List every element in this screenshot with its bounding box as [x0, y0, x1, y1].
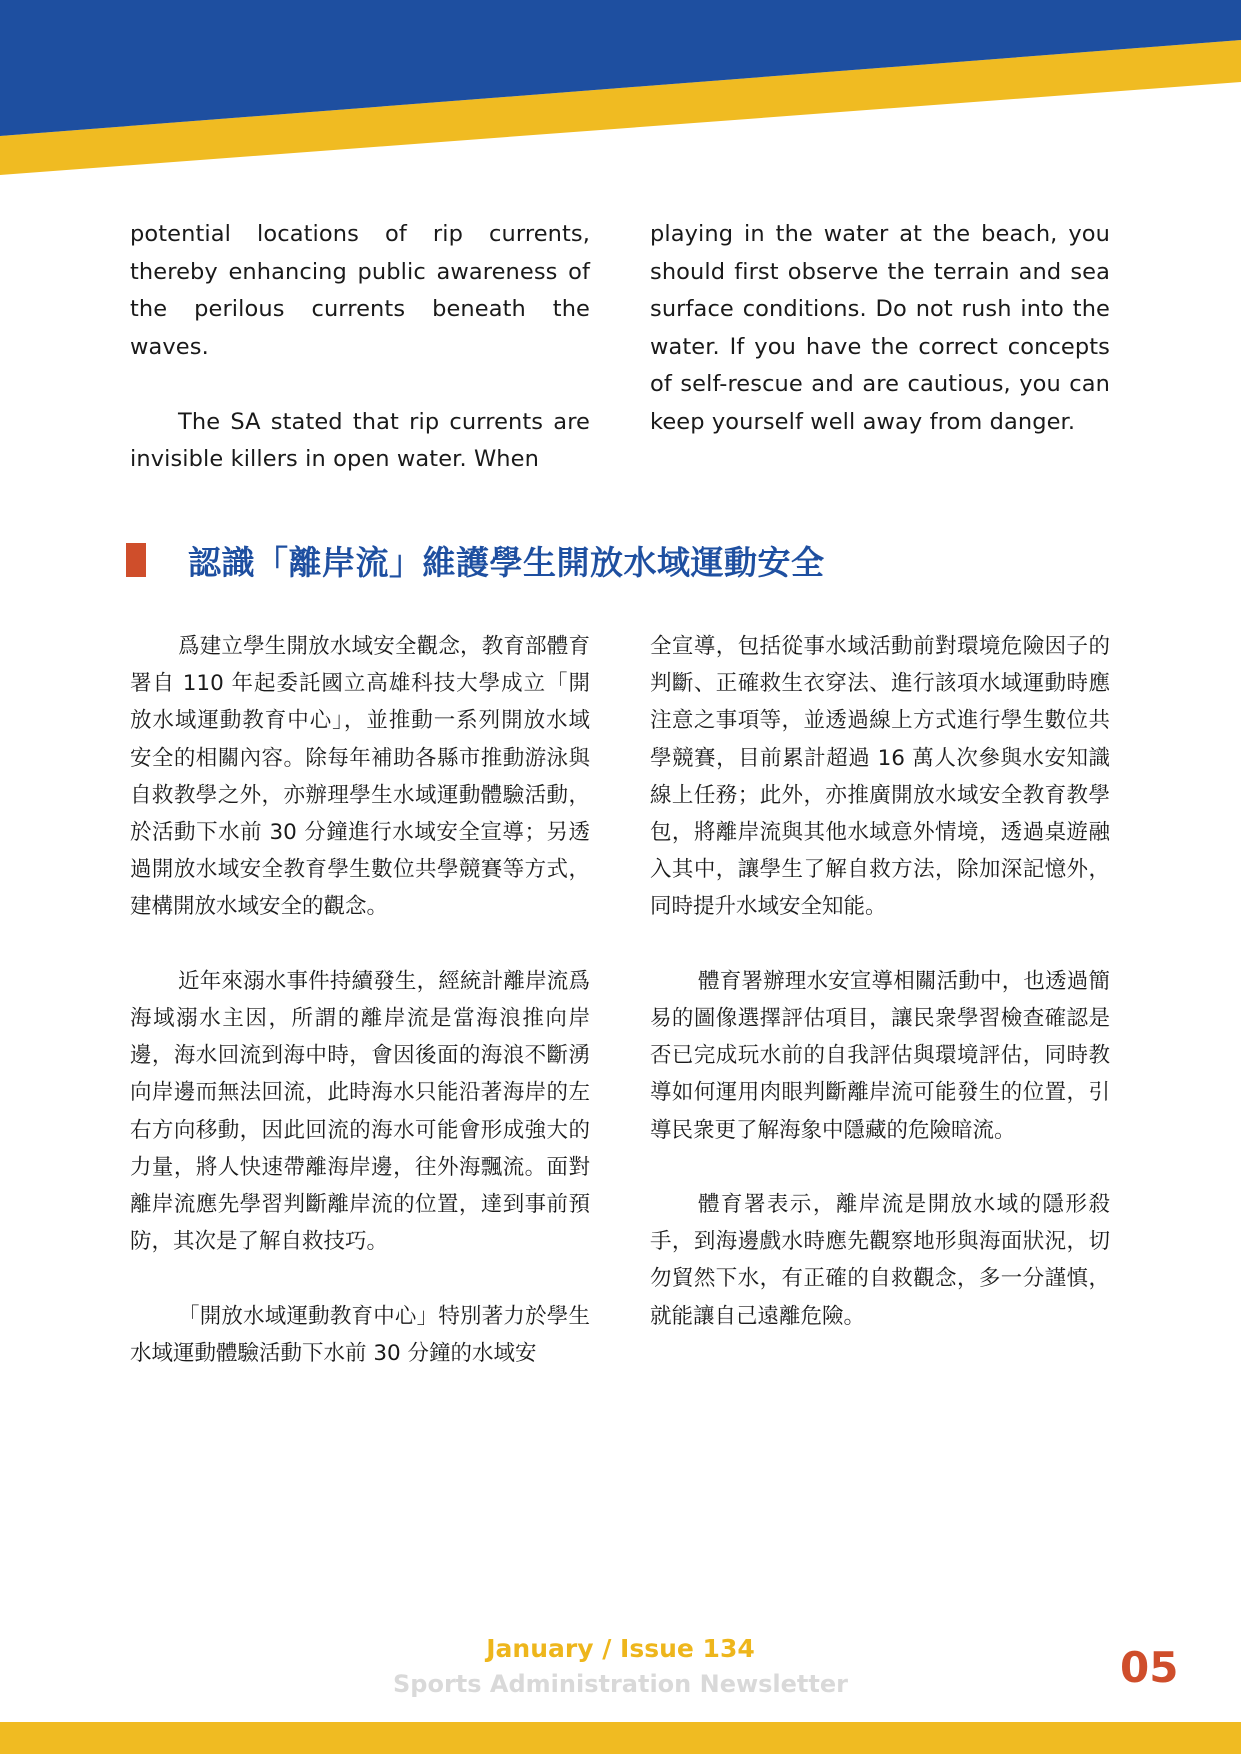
paragraph: potential locations of rip currents, thereby enhancing public awareness of the perilous currents beneath the waves. [130, 221, 590, 360]
section-title: 認識「離岸流」維護學生開放水域運動安全 [188, 542, 825, 582]
section-heading [126, 540, 825, 580]
paragraph: 「開放水域運動教育中心」特別著力於學生水域運動體驗活動下水前 30 分鐘的水域安 [130, 1303, 590, 1366]
footer-publication-name: Sports Administration Newsletter [392, 1670, 848, 1698]
paragraph: playing in the water at the beach, you should first observe the terrain and sea surface conditions. Do not rush into the water. If you have the correct concepts of self-rescue and are cautious, you can keep yourself well away from danger. [650, 221, 1110, 435]
footer-issue: January / Issue 134 [486, 1634, 755, 1663]
paragraph: 爲建立學生開放水域安全觀念，教育部體育署自 110 年起委託國立高雄科技大學成立「開放水域運動教育中心」，並推動一系列開放水域安全的相關內容。除每年補助各縣市推動游泳與自救教學之外，亦辦理學生水域運動體驗活動，於活動下水前 30 分鐘進行水域安全宣導；另透過開放水域安全教育學生數位共學競賽等方式，建構開放水域安全的觀念。 [130, 634, 590, 920]
paragraph: 近年來溺水事件持續發生，經統計離岸流爲海域溺水主因，所謂的離岸流是當海浪推向岸邊，海水回流到海中時，會因後面的海浪不斷湧向岸邊而無法回流，此時海水只能沿著海岸的左右方向移動，因此回流的海水可能會形成強大的力量，將人快速帶離海岸邊，往外海飄流。面對離岸流應先學習判斷離岸流的位置，達到事前預防，其次是了解自救技巧。 [130, 968, 590, 1255]
chinese-column-right [650, 628, 1110, 1372]
paragraph: 體育署表示，離岸流是開放水域的隱形殺手，到海邊戲水時應先觀察地形與海面狀況，切勿貿然下水，有正確的自救觀念，多一分謹慎，就能讓自己遠離危險。 [650, 1192, 1110, 1329]
paragraph: The SA stated that rip currents are invisible killers in open water. When [130, 408, 590, 472]
paragraph: 全宣導，包括從事水域活動前對環境危險因子的判斷、正確救生衣穿法、進行該項水域運動時應注意之事項等，並透過線上方式進行學生數位共學競賽，目前累計超過 16 萬人次參與水安知識線上任務；此外，亦推廣開放水域安全教育教學包，將離岸流與其他水域意外情境，透過桌遊融入其中，讓學生了解自救方法，除加深記憶外，同時提升水域安全知能。 [650, 634, 1110, 920]
header-banner [0, 0, 1241, 180]
paragraph: 體育署辦理水安宣導相關活動中，也透過簡易的圖像選擇評估項目，讓民衆學習檢查確認是否已完成玩水前的自我評估與環境評估，同時教導如何運用肉眼判斷離岸流可能發生的位置，引導民衆更了解海象中隱藏的危險暗流。 [650, 968, 1110, 1143]
page-number: 05 [1120, 1643, 1179, 1692]
footer-bar [0, 1722, 1241, 1754]
chinese-column-left [130, 628, 590, 1409]
section-marker-icon [126, 543, 146, 577]
english-column-right [650, 216, 1110, 479]
english-column-left [130, 216, 590, 516]
